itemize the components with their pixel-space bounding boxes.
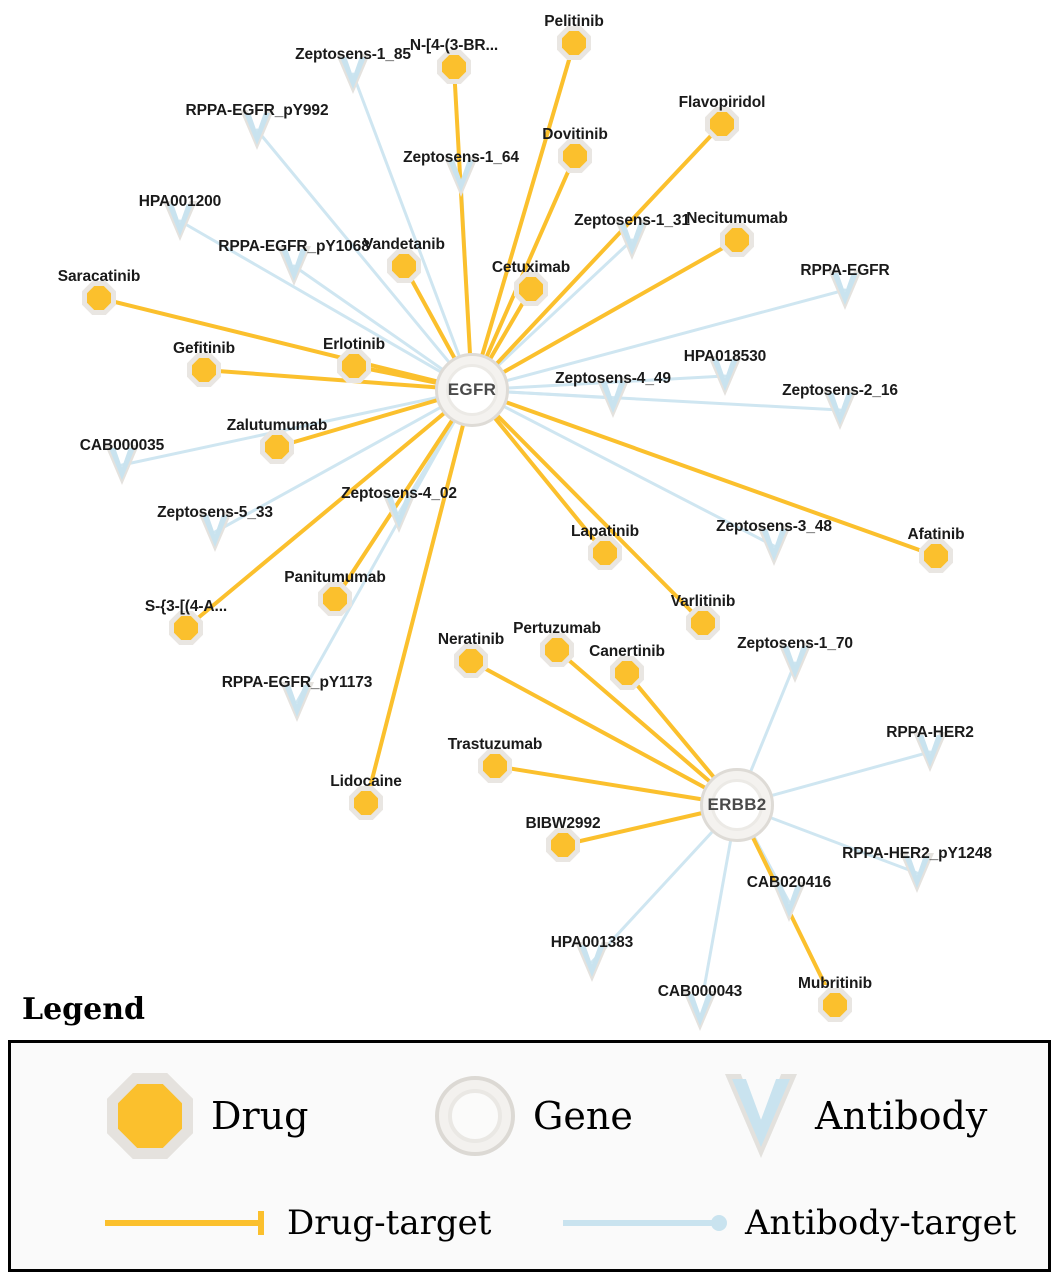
node-label: Gefitinib [173,340,235,357]
node-label: Necitumumab [686,210,788,227]
drug-octagon-icon [454,644,488,678]
drug-octagon-icon [588,536,622,570]
node-label: Panitumumab [284,569,386,586]
drug-target-edge-icon [103,1208,273,1238]
drug-octagon-icon [82,281,116,315]
legend-item-antibody [725,1074,987,1158]
drug-octagon-icon [187,353,221,387]
drug-octagon-icon [546,828,580,862]
node-label: Lidocaine [330,773,402,790]
node-label: RPPA-HER2_pY1248 [842,845,992,862]
edge [454,67,472,390]
node-label: RPPA-EGFR_pY1068 [218,238,370,255]
drug-octagon-icon [337,349,371,383]
drug-octagon-icon [318,582,352,616]
node-label: Afatinib [907,526,965,543]
drug-octagon-icon [437,50,471,84]
gene-circle-icon [435,1076,515,1156]
node-label: Zeptosens-4_49 [555,370,671,387]
legend-node-types [11,1065,1048,1175]
drug-octagon-icon [540,633,574,667]
drug-octagon-icon [260,430,294,464]
legend-label-drug-target: Drug-target [287,1203,492,1243]
drug-octagon-icon [478,749,512,783]
legend-label-antibody-target: Antibody-target [745,1203,1017,1243]
antibody-chevron-icon [725,1074,797,1158]
drug-octagon-icon [349,786,383,820]
legend-box [8,1040,1051,1272]
legend-label-drug: Drug [211,1094,309,1138]
node-label: CAB020416 [746,874,832,891]
node-label: N-[4-(3-BR... [409,37,499,54]
node-label: Pertuzumab [513,620,601,637]
drug-octagon-icon [557,26,591,60]
node-label: HPA018530 [683,348,767,365]
node-label: RPPA-EGFR_pY1173 [221,674,373,691]
node-label: Lapatinib [571,523,639,540]
legend-item-drug [107,1073,308,1159]
node-label: Dovitinib [542,126,608,143]
drug-octagon-icon [686,606,720,640]
node-label: HPA001383 [550,934,634,951]
drug-octagon-icon [514,272,548,306]
node-label: Zeptosens-5_33 [157,504,273,521]
legend-item-drug-target [103,1203,491,1243]
drug-octagon-icon [919,539,953,573]
node-label: Zeptosens-1_31 [574,212,690,229]
node-label: CAB000043 [657,983,743,1000]
legend-title: Legend [22,992,146,1027]
node-label: BIBW2992 [525,815,601,832]
node-label: Pelitinib [544,13,604,30]
node-label: EGFR [447,380,497,399]
drug-octagon-icon [169,611,203,645]
node-label: Zalutumumab [226,417,328,434]
edge [472,390,703,623]
node-label: Trastuzumab [447,736,543,753]
legend-label-gene: Gene [533,1094,633,1138]
drug-octagon-icon [610,656,644,690]
node-label: Zeptosens-1_70 [737,635,853,652]
node-label: Zeptosens-1_85 [295,46,411,63]
node-label: RPPA-EGFR_pY992 [185,102,329,119]
node-label: Vandetanib [363,236,445,253]
node-label: HPA001200 [138,193,222,210]
node-label: Saracatinib [57,268,141,285]
node-label: Zeptosens-2_16 [782,382,898,399]
legend-label-antibody: Antibody [815,1094,988,1138]
node-label: S-{3-[(4-A... [144,598,228,615]
antibody-target-edge-icon [561,1208,731,1238]
node-label: CAB000035 [79,437,165,454]
drug-octagon-icon [107,1073,193,1159]
legend-item-antibody-target [561,1203,1016,1243]
node-label: Varlitinib [670,593,736,610]
node-label: RPPA-HER2 [886,724,974,741]
node-label: RPPA-EGFR [800,262,890,279]
drug-octagon-icon [720,223,754,257]
node-label: Zeptosens-3_48 [716,518,832,535]
legend-item-gene [435,1076,633,1156]
drug-octagon-icon [387,249,421,283]
drug-octagon-icon [705,107,739,141]
drug-octagon-icon [558,139,592,173]
node-label: ERBB2 [707,795,767,814]
drug-octagon-icon [818,988,852,1022]
node-label: Zeptosens-4_02 [341,485,457,502]
node-label: Erlotinib [323,336,385,353]
legend-edge-types [11,1195,1048,1265]
node-label: Canertinib [589,643,665,660]
node-label: Neratinib [437,631,505,648]
node-label: Zeptosens-1_64 [403,149,519,166]
node-label: Cetuximab [491,259,571,276]
node-label: Mubritinib [798,975,872,992]
node-label: Flavopiridol [678,94,766,111]
